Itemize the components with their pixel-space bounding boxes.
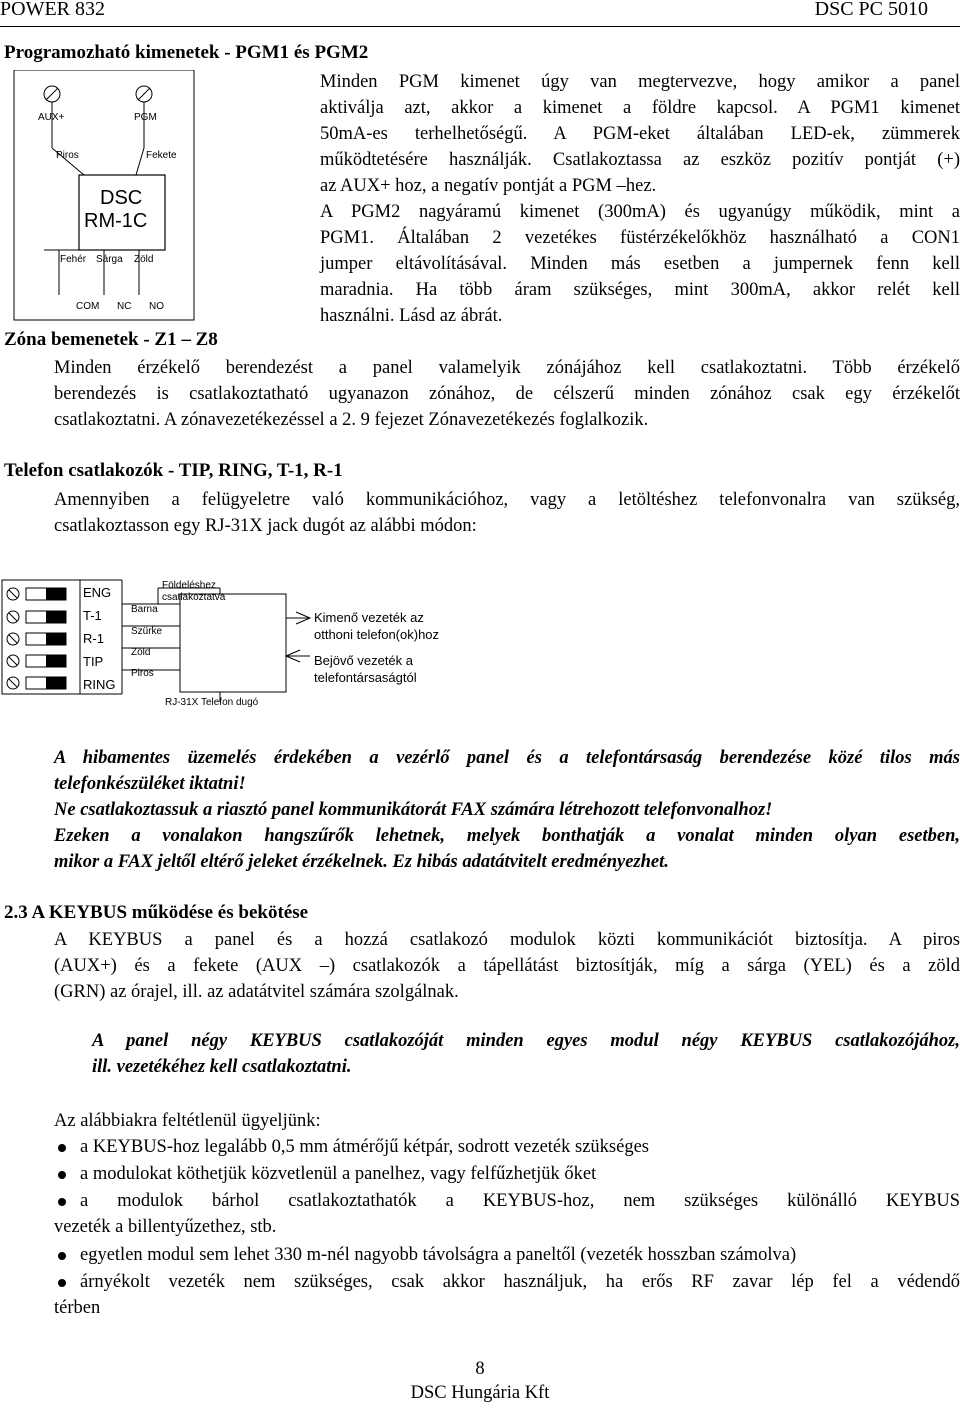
bullet-dot <box>58 1144 66 1152</box>
ground-label-2: csatlakoztatva <box>162 592 226 603</box>
zona-title: Zóna bemenetek - Z1 – Z8 <box>4 329 218 350</box>
header-rule <box>0 26 960 27</box>
label-aux: AUX+ <box>38 112 65 123</box>
in-label-1: Bejövő vezeték a <box>314 653 414 668</box>
wire-zold: Zöld <box>131 647 151 658</box>
keybus-note-line: ill. vezetékéhez kell csatlakoztatni. <box>92 1057 352 1077</box>
ground-label-1: Földeléshez <box>162 580 216 591</box>
label-model: RM-1C <box>84 210 148 232</box>
zona-line: Minden érzékelő berendezést a panel valamelyik zónájához kell csatlakoztatni. Több érzékelő <box>54 358 960 378</box>
warning-line: mikor a FAX jeltől eltérő jeleket érzékelnek. Ez hibás adatátvitelt eredményezhet. <box>54 852 669 872</box>
zona-line: berendezés is csatlakoztatható ugyanazon zónához, de célszerű minden zónához csak egy érzékelőt <box>54 384 960 404</box>
terminal-r1: R-1 <box>83 631 104 646</box>
label-com: COM <box>76 301 100 312</box>
out-label-2: otthoni telefon(ok)hoz <box>314 627 440 642</box>
bullet-item: a KEYBUS-hoz legalább 0,5 mm átmérőjű kétpár, sodrott vezeték szükséges <box>80 1137 650 1157</box>
wire-barna: Barna <box>131 604 158 615</box>
keybus-line: (AUX+) és a fekete (AUX –) csatlakozók a tápellátást biztosítják, míg a sárga (YEL) és a zöld <box>54 956 960 976</box>
pgm-line: aktiválja azt, akkor a kimenet a földre kapcsol. A PGM1 kimenet <box>320 98 960 118</box>
telefon-line: csatlakoztasson egy RJ-31X jack dugót az alábbi módon: <box>54 516 477 536</box>
telefon-line: Amennyiben a felügyeletre való kommunikációhoz, vagy a letöltéshez telefonvonalra van szükség, <box>54 490 960 510</box>
bullet-item: árnyékolt vezeték nem szükséges, csak akkor használjuk, ha erős RF zavar lép fel a védendő <box>80 1272 960 1292</box>
warning-line: telefonkészüléket iktatni! <box>54 774 246 794</box>
label-piros: Piros <box>56 150 79 161</box>
bullet-dot <box>58 1198 66 1206</box>
pgm-line: 50mA-es terhelhetőségű. A PGM-eket általában LED-ek, zümmerek <box>320 124 960 144</box>
bullet-dot <box>58 1171 66 1179</box>
bullet-item-cont: vezeték a billentyűzethez, stb. <box>54 1217 277 1237</box>
keybus-paragraph <box>54 927 960 1005</box>
terminal-t1: T-1 <box>83 608 102 623</box>
pgm-line: Minden PGM kimenet úgy van megtervezve, hogy amikor a panel <box>320 72 960 92</box>
header-left: POWER 832 <box>0 0 105 20</box>
terminal-block <box>7 588 66 689</box>
pgm-line: az AUX+ hoz, a negatív pontját a PGM –hez. <box>320 176 657 196</box>
header-right: DSC PC 5010 <box>814 0 928 20</box>
bullet-item: egyetlen modul sem lehet 330 m-nél nagyobb távolságra a paneltől (vezeték hosszban számolva) <box>80 1245 797 1265</box>
warning-line: Ezeken a vonalakon hangszűrők lehetnek, melyek bonthatják a vonalat minden olyan esetben, <box>54 826 960 846</box>
in-label-2: telefontársaságtól <box>314 670 417 685</box>
label-pgm: PGM <box>134 112 157 123</box>
pgm-paragraph <box>320 69 960 329</box>
terminal-ring: RING <box>83 677 116 692</box>
telefon-paragraph <box>54 487 960 539</box>
label-sarga: Sárga <box>96 254 123 265</box>
rm1c-wiring-svg <box>4 70 304 324</box>
page-number: 8 <box>475 1359 485 1379</box>
zona-paragraph <box>54 355 960 433</box>
pgm-line: működtetésére használják. Csatlakoztassa az eszköz pozitív pontját (+) <box>320 150 960 170</box>
wire-szurke: Szürke <box>131 626 163 637</box>
pgm-line: PGM1. Általában 2 vezetékes füstérzékelőkhöz használható a CON1 <box>320 228 960 248</box>
rm1c-diagram <box>4 70 304 324</box>
label-zold: Zöld <box>134 254 154 265</box>
plug-label: RJ-31X Telefon dugó <box>165 697 259 708</box>
terminal-tip: TIP <box>83 654 104 669</box>
telefon-title: Telefon csatlakozók - TIP, RING, T-1, R-1 <box>4 460 343 481</box>
keybus-title: 2.3 A KEYBUS működése és bekötése <box>4 902 309 923</box>
keybus-intro: Az alábbiakra feltétlenül ügyeljünk: <box>54 1111 321 1131</box>
pgm-line: maradnia. Ha több áram szükséges, mint 300mA, akkor relét kell <box>320 280 960 300</box>
bullet-dot <box>58 1252 66 1260</box>
label-fekete: Fekete <box>146 150 177 161</box>
label-feher: Fehér <box>60 254 87 265</box>
tel-diagram <box>0 570 480 720</box>
warnings-block <box>54 745 960 875</box>
warning-line: A hibamentes üzemelés érdekében a vezérlő panel és a telefontársaság berendezése közé tilos más <box>54 748 960 768</box>
pgm-line: használni. Lásd az ábrát. <box>320 306 503 326</box>
footer-company: DSC Hungária Kft <box>410 1383 550 1403</box>
terminal-eng: ENG <box>83 585 112 600</box>
label-dsc: DSC <box>100 187 143 209</box>
keybus-line: A KEYBUS a panel és a hozzá csatlakozó modulok közti kommunikációt biztosítja. A piros <box>54 930 960 950</box>
pgm-title: Programozható kimenetek - PGM1 és PGM2 <box>4 42 369 63</box>
keybus-note-line: A panel négy KEYBUS csatlakozóját minden egyes modul négy KEYBUS csatlakozójához, <box>92 1031 960 1051</box>
label-no: NO <box>149 301 164 312</box>
bullet-item: a modulokat köthetjük közvetlenül a panelhez, vagy felfűzhetjük őket <box>80 1164 597 1184</box>
out-label-1: Kimenő vezeték az <box>314 610 424 625</box>
bullet-item-cont: térben <box>54 1298 101 1318</box>
pgm-line: jumper eltávolításával. Minden más esetben a jumpernek fenn kell <box>320 254 960 274</box>
zona-line: csatlakoztatni. A zónavezetékezéssel a 2. 9 fejezet Zónavezetékezés foglalkozik. <box>54 410 649 430</box>
pgm-line: A PGM2 nagyáramú kimenet (300mA) és ugyanúgy működik, mint a <box>320 202 960 222</box>
keybus-note <box>92 1028 960 1080</box>
bullet-dot <box>58 1279 66 1287</box>
warning-line: Ne csatlakoztassuk a riasztó panel kommunikátorát FAX számára létrehozott telefonvonalhoz! <box>54 800 773 820</box>
keybus-line: (GRN) az órajel, ill. az adatátvitel számára szolgálnak. <box>54 982 459 1002</box>
label-nc: NC <box>117 301 132 312</box>
bullet-item: a modulok bárhol csatlakoztathatók a KEYBUS-hoz, nem szükséges különálló KEYBUS <box>80 1191 960 1211</box>
wire-piros: Piros <box>131 668 154 679</box>
